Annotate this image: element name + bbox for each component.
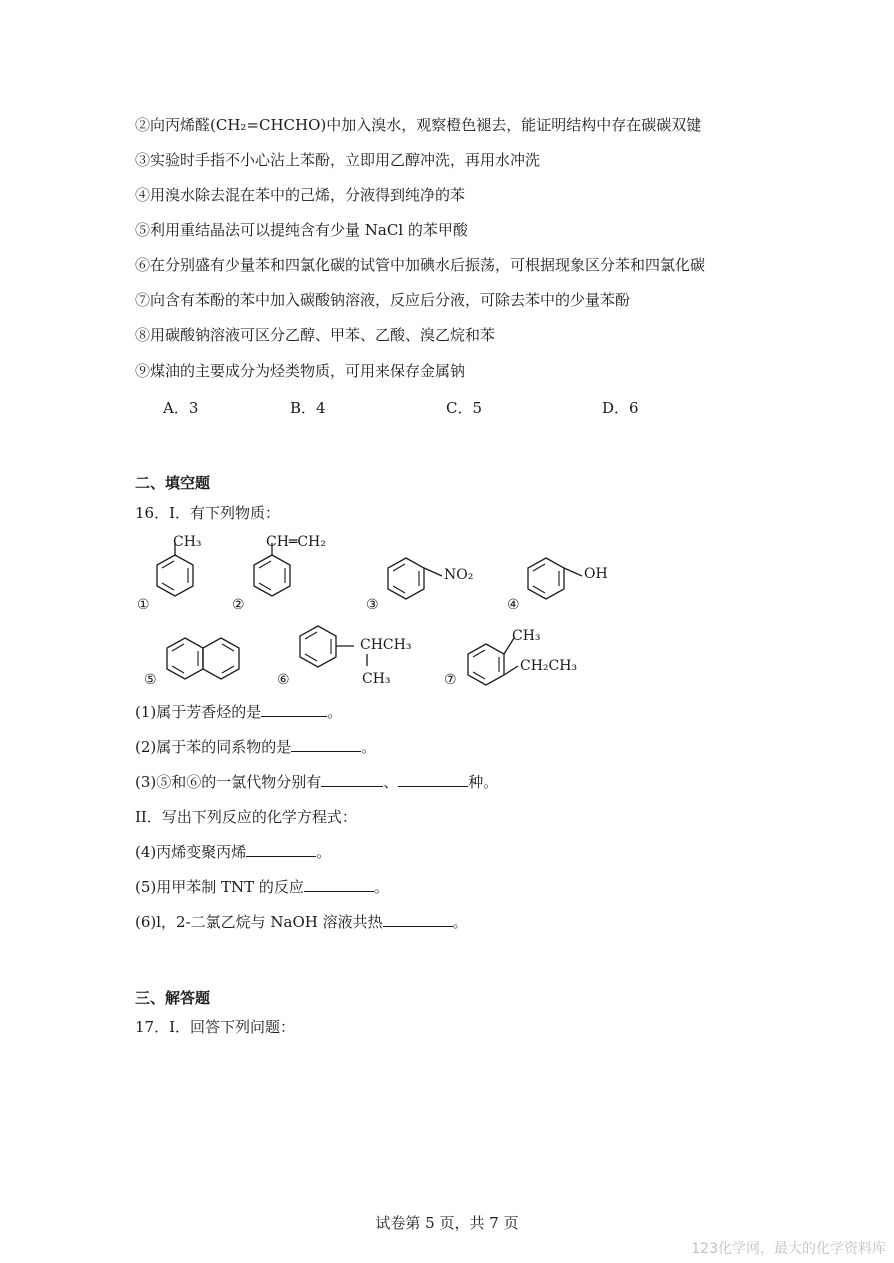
q16-part-1 bbox=[135, 702, 342, 722]
q16-part-2 bbox=[135, 737, 376, 757]
q16-part-6-end: 。 bbox=[452, 913, 468, 931]
statement-2: ②向丙烯醛(CH₂=CHCHO)中加入溴水，观察橙色褪去，能证明结构中存在碳碳双键 bbox=[135, 116, 702, 134]
group-chch3: CHCH₃ bbox=[360, 637, 412, 653]
label-6: ⑥ bbox=[277, 672, 290, 688]
group-ch3-c: CH₃ bbox=[512, 628, 541, 644]
label-5: ⑤ bbox=[144, 672, 157, 688]
answer-blank-5[interactable] bbox=[304, 877, 374, 892]
q16-part-4-text: (4)丙烯变聚丙烯 bbox=[135, 843, 247, 861]
q17-intro: 17．I．回答下列问题： bbox=[135, 1018, 296, 1036]
q16-part-6 bbox=[135, 912, 468, 932]
statement-7: ⑦向含有苯酚的苯中加入碳酸钠溶液，反应后分液，可除去苯中的少量苯酚 bbox=[135, 291, 631, 309]
answer-blank-4[interactable] bbox=[246, 842, 316, 857]
q16-part-ii-intro: II．写出下列反应的化学方程式： bbox=[135, 808, 357, 826]
statement-9: ⑨煤油的主要成分为烃类物质，可用来保存金属钠 bbox=[135, 362, 466, 380]
answer-blank-3b[interactable] bbox=[398, 772, 468, 787]
statement-5: ⑤利用重结晶法可以提纯含有少量 NaCl 的苯甲酸 bbox=[135, 221, 468, 239]
q16-part-1-text: (1)属于芳香烃的是 bbox=[135, 703, 262, 721]
group-ch3: CH₃ bbox=[173, 534, 202, 550]
structure-5-naphthalene bbox=[160, 630, 250, 694]
label-7: ⑦ bbox=[444, 672, 457, 688]
q16-part-2-text: (2)属于苯的同系物的是 bbox=[135, 738, 292, 756]
q16-part-3-end: 种。 bbox=[468, 773, 499, 791]
label-2: ② bbox=[232, 597, 245, 613]
q16-part-3-text: (3)⑤和⑥的一氯代物分别有 bbox=[135, 773, 322, 791]
page-footer: 试卷第 5 页，共 7 页 bbox=[375, 1214, 519, 1232]
q16-part-4 bbox=[135, 842, 331, 862]
q16-part-5-end: 。 bbox=[373, 878, 389, 896]
structure-4-phenol bbox=[518, 550, 598, 614]
q16-intro: 16．I．有下列物质： bbox=[135, 504, 281, 522]
statement-8: ⑧用碳酸钠溶液可区分乙醇、甲苯、乙酸、溴乙烷和苯 bbox=[135, 326, 496, 344]
section-fill-in-heading: 二、填空题 bbox=[135, 474, 211, 492]
statement-6: ⑥在分别盛有少量苯和四氯化碳的试管中加碘水后振荡，可根据现象区分苯和四氯化碳 bbox=[135, 256, 706, 274]
option-c: C．5 bbox=[446, 399, 483, 417]
q16-part-2-end: 。 bbox=[361, 738, 377, 756]
q16-part-5 bbox=[135, 877, 389, 897]
q16-part-5-text: (5)用甲苯制 TNT 的反应 bbox=[135, 878, 304, 896]
group-ch2ch3: CH₂CH₃ bbox=[520, 658, 578, 674]
section-answer-heading: 三、解答题 bbox=[135, 989, 211, 1007]
q16-part-3 bbox=[135, 772, 498, 792]
answer-blank-1[interactable] bbox=[261, 702, 327, 717]
group-vinyl: CH═CH₂ bbox=[266, 534, 326, 550]
answer-blank-6[interactable] bbox=[383, 912, 453, 927]
label-3: ③ bbox=[366, 597, 379, 613]
option-a: A．3 bbox=[163, 399, 199, 417]
q16-part-3-sep: 、 bbox=[383, 773, 399, 791]
answer-blank-2[interactable] bbox=[291, 737, 361, 752]
watermark: 123化学网，最大的化学资料库 bbox=[691, 1241, 886, 1257]
label-4: ④ bbox=[507, 597, 520, 613]
q16-part-4-end: 。 bbox=[316, 843, 332, 861]
answer-blank-3a[interactable] bbox=[321, 772, 383, 787]
option-d: D．6 bbox=[602, 399, 639, 417]
q16-part-1-end: 。 bbox=[327, 703, 343, 721]
option-b: B．4 bbox=[290, 399, 326, 417]
group-no2: NO₂ bbox=[444, 567, 474, 583]
group-ch3-b: CH₃ bbox=[362, 671, 391, 687]
statement-3: ③实验时手指不小心沾上苯酚，立即用乙醇冲洗，再用水冲洗 bbox=[135, 151, 541, 169]
label-1: ① bbox=[137, 597, 150, 613]
group-oh: OH bbox=[584, 566, 608, 582]
q16-part-6-text: (6)l，2-二氯乙烷与 NaOH 溶液共热 bbox=[135, 913, 383, 931]
statement-4: ④用溴水除去混在苯中的己烯，分液得到纯净的苯 bbox=[135, 186, 466, 204]
